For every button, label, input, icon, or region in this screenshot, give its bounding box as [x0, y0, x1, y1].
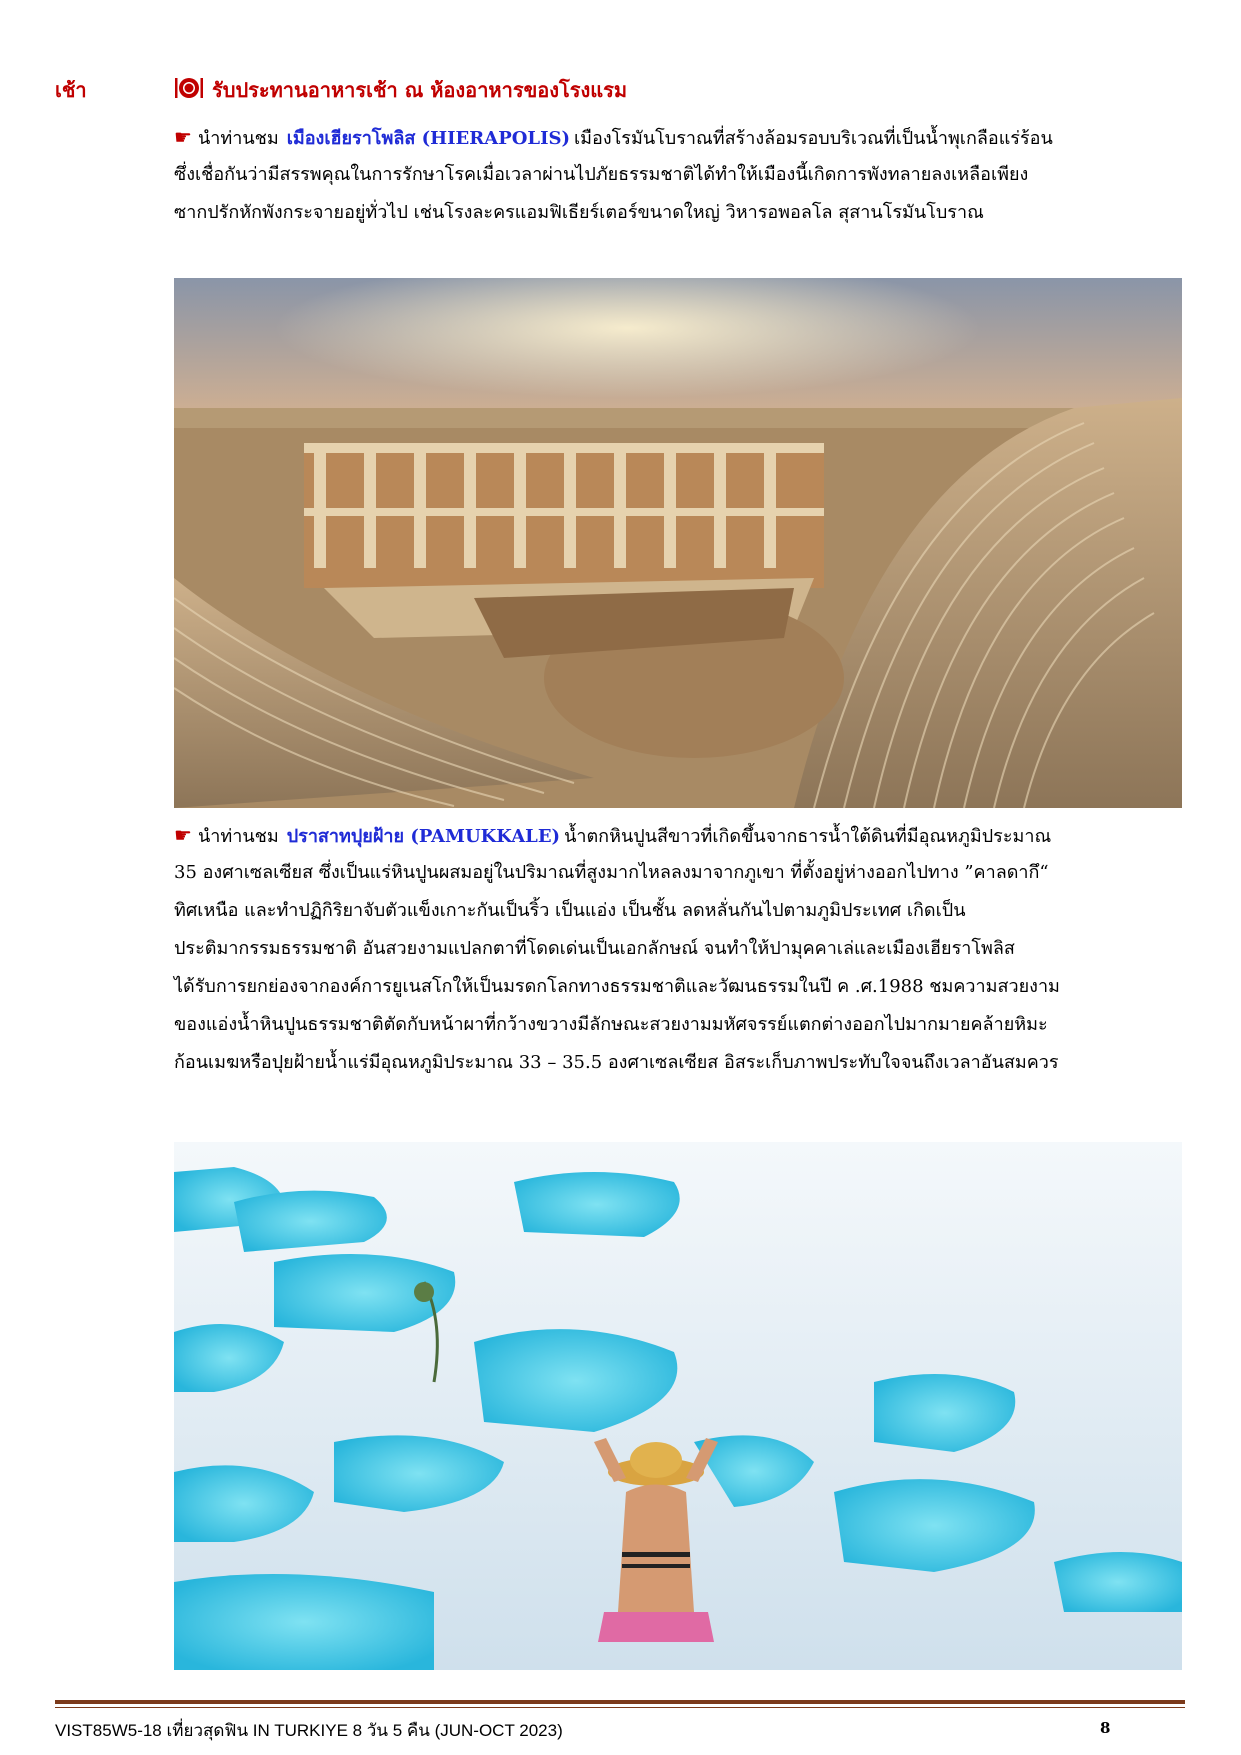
place-name-hierapolis: เมืองเฮียราโพลิส (HIERAPOLIS) [286, 128, 571, 149]
paragraph-line [174, 816, 1184, 854]
plate-cutlery-icon [174, 76, 204, 100]
visit-intro: นำท่านชม [197, 128, 279, 149]
page-number: 8 [1100, 1719, 1111, 1737]
paragraph-text: น้ำตกหินปูนสีขาวที่เกิดขึ้นจากธารน้ำใต้ดินที่มีอุณหภูมิประมาณ [564, 826, 1052, 847]
paragraph-line: ทิศเหนือ และทำปฏิกิริยาจับตัวแข็งเกาะกันเป็นริ้ว เป็นแอ่ง เป็นชั้น ลดหลั่นกันไปตามภูมิประเทศ เกิดเป็น [174, 900, 966, 921]
paragraph-line: ได้รับการยกย่องจากองค์การยูเนสโกให้เป็นมรดกโลกทางธรรมชาติและวัฒนธรรมในปี ค .ศ.1988 ชมความสวยงาม [174, 976, 1060, 997]
breakfast-row [0, 70, 1241, 110]
footer-program-code: VIST85W5-18 เที่ยวสุดฟิน IN TURKIYE 8 วัน 5 คืน (JUN-OCT 2023) [55, 1721, 563, 1740]
pamukkale-paragraph [174, 816, 1184, 1082]
paragraph-line: ประติมากรรมธรรมชาติ อันสวยงามแปลกตาที่โดดเด่นเป็นเอกลักษณ์ จนทำให้ปามุคคาเล่และเมืองเฮียราโพลิส [174, 938, 1015, 959]
paragraph-line: ก้อนเมฆหรือปุยฝ้ายน้ำแร่มีอุณหภูมิประมาณ 33 – 35.5 องศาเซลเซียส อิสระเก็บภาพประทับใจจนถึงเวลาอันสมควร [174, 1052, 1059, 1073]
pointing-hand-icon: ☛ [174, 823, 192, 847]
meal-time-label: เช้า [55, 78, 87, 102]
footer-rule-thin [55, 1707, 1185, 1708]
paragraph-line: ซึ่งเชื่อกันว่ามีสรรพคุณในการรักษาโรคเมื่อเวลาผ่านไปภัยธรรมชาติได้ทำให้เมืองนี้เกิดการพังทลายลงเหลือเพียง [174, 164, 1029, 185]
meal-description: รับประทานอาหารเช้า ณ ห้องอาหารของโรงแรม [212, 78, 628, 102]
hierapolis-amphitheatre-photo [174, 278, 1182, 808]
hierapolis-paragraph [174, 118, 1184, 232]
paragraph-line: ของแอ่งน้ำหินปูนธรรมชาติตัดกับหน้าผาที่กว้างขวางมีลักษณะสวยงามมหัศจรรย์แตกต่างออกไปมากมายคล้ายหิมะ [174, 1014, 1048, 1035]
place-name-pamukkale: ปราสาทปุยฝ้าย (PAMUKKALE) [286, 826, 561, 847]
footer-rule-thick [55, 1700, 1185, 1704]
pamukkale-travertine-photo [174, 1142, 1182, 1670]
paragraph-line [174, 118, 1184, 156]
paragraph-line: 35 องศาเซลเซียส ซึ่งเป็นแร่หินปูนผสมอยู่ในปริมาณที่สูงมากไหลลงมาจากภูเขา ที่ตั้งอยู่ห่างออกไปทาง ”คาลดากึ“ [174, 862, 1049, 883]
pointing-hand-icon: ☛ [174, 125, 192, 149]
paragraph-line: ซากปรักหักพังกระจายอยู่ทั่วไป เช่นโรงละครแอมฟิเธียร์เตอร์ขนาดใหญ่ วิหารอพอลโล สุสานโรมันโบราณ [174, 202, 984, 223]
visit-intro: นำท่านชม [197, 826, 279, 847]
paragraph-text: เมืองโรมันโบราณที่สร้างล้อมรอบบริเวณที่เป็นน้ำพุเกลือแร่ร้อน [574, 128, 1053, 149]
